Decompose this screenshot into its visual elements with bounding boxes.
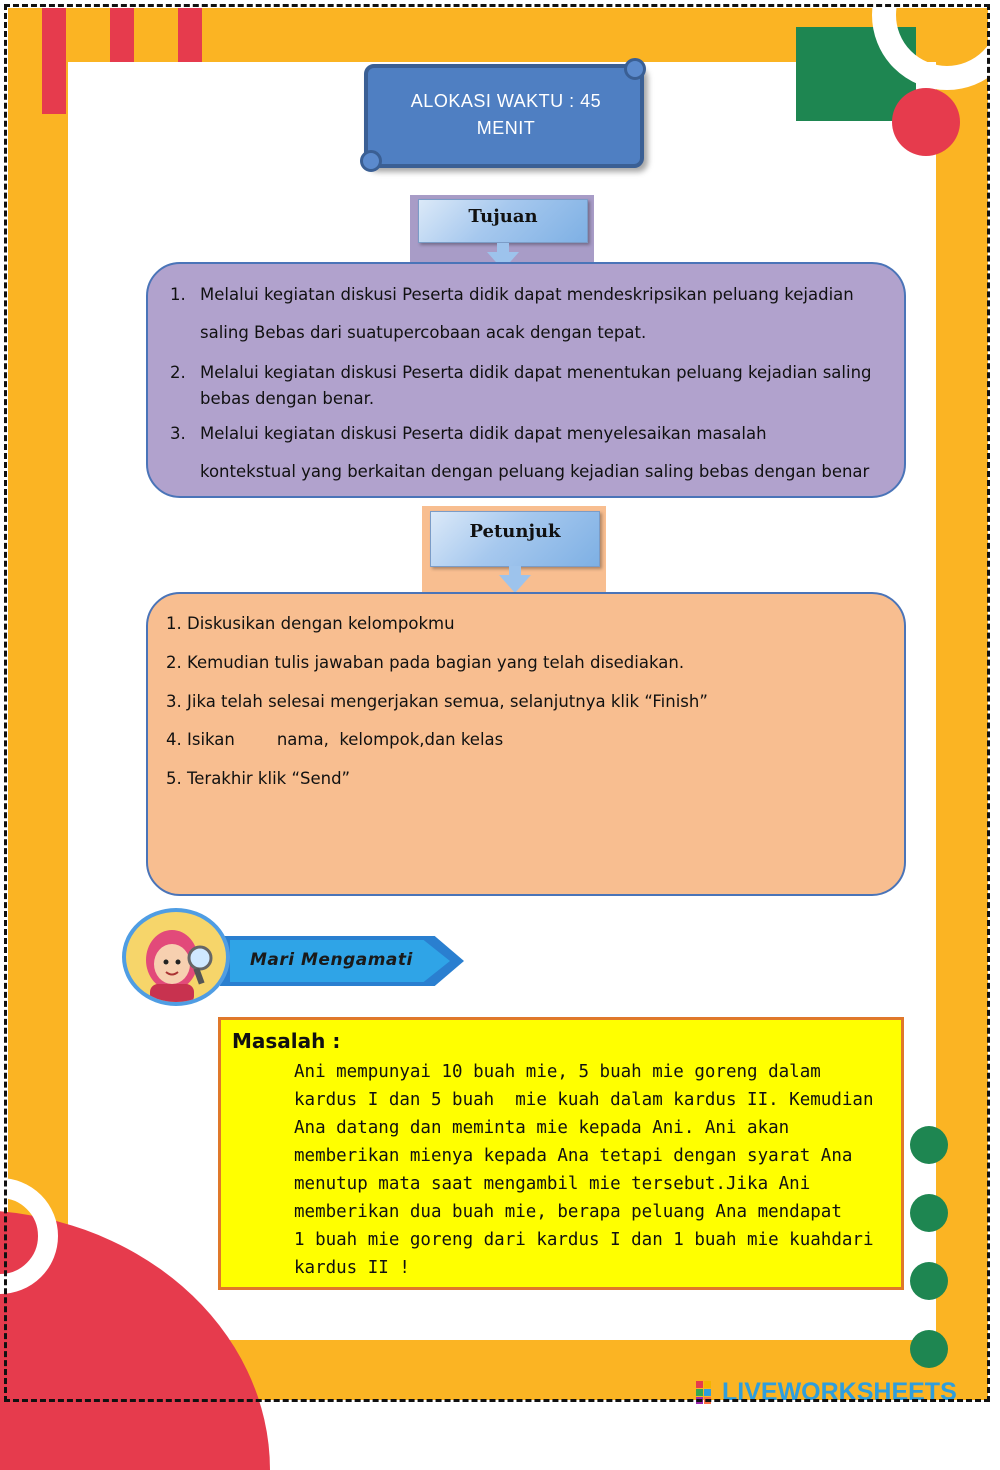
time-line-2: MENIT (476, 118, 536, 138)
time-line-1: ALOKASI WAKTU : 45 (410, 91, 602, 111)
petunjuk-item: 4. Isikan nama, kelompok,dan kelas (166, 730, 504, 749)
girl-magnifier-icon (126, 912, 226, 1002)
tujuan-item: 1. Melalui kegiatan diskusi Peserta didik dapat mendeskripsikan peluang kejadian saling Bebas dari suatupercobaan acak dengan tepat. (170, 282, 890, 346)
liveworksheets-watermark: LIVEWORKSHEETS (722, 1378, 957, 1406)
petunjuk-item: 3. Jika telah selesai mengerjakan semua, selanjutnya klik “Finish” (166, 692, 708, 711)
masalah-text-line: memberikan dua buah mie, berapa peluang Ana mendapat (294, 1202, 842, 1222)
decor-stripe (42, 8, 66, 114)
petunjuk-item: 2. Kemudian tulis jawaban pada bagian yang telah disediakan. (166, 653, 685, 672)
petunjuk-title: Petunjuk (469, 521, 561, 542)
tujuan-item-text: Melalui kegiatan diskusi Peserta didik dapat menyelesaikan masalah (200, 424, 767, 443)
masalah-text-line: Ani mempunyai 10 buah mie, 5 buah mie goreng dalam (294, 1062, 821, 1082)
girl-magnifier-avatar (122, 908, 230, 1006)
tujuan-item: 2. Melalui kegiatan diskusi Peserta didik dapat menentukan peluang kejadian saling bebas dengan benar. (170, 360, 890, 412)
tujuan-header (418, 199, 588, 243)
tujuan-item-text: Melalui kegiatan diskusi Peserta didik dapat menentukan peluang kejadian saling (200, 363, 872, 382)
petunjuk-header (430, 511, 600, 567)
scroll-roll (624, 58, 646, 80)
masalah-text-line: 1 buah mie goreng dari kardus I dan 1 buah mie kuahdari (294, 1230, 874, 1250)
tujuan-item-text: saling Bebas dari suatupercobaan acak dengan tepat. (200, 323, 647, 342)
scroll-roll (360, 150, 382, 172)
tujuan-item-text: bebas dengan benar. (200, 389, 375, 408)
masalah-text-line: memberikan mienya kepada Ana tetapi dengan syarat Ana (294, 1146, 853, 1166)
arrow-down-icon (499, 575, 531, 593)
time-allocation-text (392, 88, 620, 142)
petunjuk-item: 1. Diskusikan dengan kelompokmu (166, 614, 455, 633)
tujuan-item: 3. Melalui kegiatan diskusi Peserta didik dapat menyelesaikan masalah kontekstual yang berkaitan dengan peluang kejadian saling bebas dengan benar (170, 421, 890, 485)
tujuan-title: Tujuan (468, 206, 538, 227)
mari-mengamati-label: Mari Mengamati (250, 950, 413, 970)
masalah-text-line: kardus II ! (294, 1258, 410, 1278)
decor-green-dot (910, 1194, 948, 1232)
petunjuk-item: 5. Terakhir klik “Send” (166, 769, 351, 788)
masalah-text-line: Ana datang dan meminta mie kepada Ani. Ani akan (294, 1118, 790, 1138)
decor-green-dot (910, 1330, 948, 1368)
masalah-title: Masalah : (232, 1029, 341, 1053)
masalah-text-line: kardus I dan 5 buah mie kuah dalam kardus II. Kemudian (294, 1090, 874, 1110)
masalah-text-line: menutup mata saat mengambil mie tersebut.Jika Ani (294, 1174, 811, 1194)
decor-green-dot (910, 1126, 948, 1164)
tujuan-item-text: Melalui kegiatan diskusi Peserta didik dapat mendeskripsikan peluang kejadian (200, 285, 854, 304)
liveworksheets-logo-icon (696, 1381, 720, 1405)
tujuan-item-text: kontekstual yang berkaitan dengan peluang kejadian saling bebas dengan benar (200, 462, 870, 481)
decor-green-dot (910, 1262, 948, 1300)
decor-red-circle (892, 88, 960, 156)
